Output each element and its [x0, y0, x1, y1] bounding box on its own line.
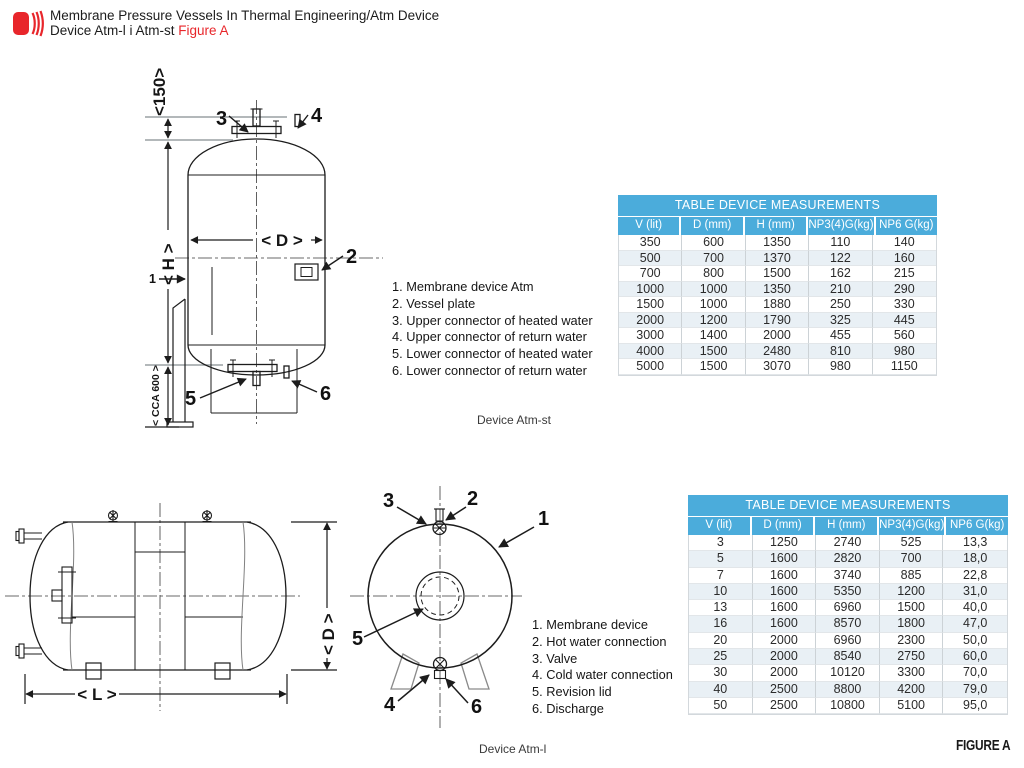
table-cell: 4200	[880, 682, 944, 698]
table-row	[689, 584, 1007, 600]
table-cell: 10120	[816, 665, 880, 681]
table-cell: 980	[873, 344, 936, 360]
legend-horizontal	[532, 617, 673, 718]
column-header: D (mm)	[681, 217, 742, 235]
column-header: NP6 G(kg)	[946, 517, 1008, 535]
dim-h: < H >	[159, 243, 178, 285]
table-cell: 8540	[816, 649, 880, 665]
table-cell: 1500	[619, 297, 682, 313]
table-cell: 1600	[753, 616, 817, 632]
legend-vertical	[392, 279, 593, 380]
table-cell: 6960	[816, 633, 880, 649]
table-cell: 1600	[753, 568, 817, 584]
page-title: Membrane Pressure Vessels In Thermal Engineering/Atm Device	[50, 8, 440, 23]
callout-5: 5	[352, 628, 364, 650]
table-cell: 3000	[619, 328, 682, 344]
table-row	[619, 297, 936, 313]
dim-d: < D >	[319, 613, 338, 655]
table-cell: 1880	[746, 297, 809, 313]
table-cell: 6960	[816, 600, 880, 616]
table-cell: 47,0	[943, 616, 1007, 632]
table-cell: 3070	[746, 359, 809, 375]
table-cell: 1500	[682, 359, 745, 375]
table-cell: 1800	[880, 616, 944, 632]
callout-4: 4	[311, 105, 323, 127]
callout-1: 1	[149, 272, 156, 286]
table-cell: 5	[689, 551, 753, 567]
legend-item: 5. Revision lid	[532, 684, 612, 700]
table-row	[689, 551, 1007, 567]
table-cell: 60,0	[943, 649, 1007, 665]
centerlines	[5, 503, 300, 711]
table-cell: 2000	[753, 665, 817, 681]
table-cell: 2500	[753, 682, 817, 698]
table-row	[619, 235, 936, 251]
table-cell: 2740	[816, 535, 880, 551]
table-cell: 140	[873, 235, 936, 251]
red-ripple-logo-icon	[12, 8, 44, 40]
table-cell: 1150	[873, 359, 936, 375]
table-cell: 1350	[746, 282, 809, 298]
table-cell: 2480	[746, 344, 809, 360]
table-cell: 4000	[619, 344, 682, 360]
table-cell: 40	[689, 682, 753, 698]
callout-4: 4	[384, 694, 396, 716]
figure-ref: Figure A	[178, 23, 229, 38]
column-header: H (mm)	[745, 217, 806, 235]
callout-6: 6	[471, 696, 483, 718]
table-cell: 5350	[816, 584, 880, 600]
table-cell: 10800	[816, 698, 880, 714]
table-cell: 1500	[682, 344, 745, 360]
tank-outline	[30, 522, 286, 679]
table-cell: 330	[873, 297, 936, 313]
table-title: TABLE DEVICE MEASUREMENTS	[688, 495, 1008, 516]
column-header: V (lit)	[688, 517, 750, 535]
table-body	[688, 535, 1008, 715]
table-cell: 800	[682, 266, 745, 282]
caption-vertical-device: Device Atm-st	[477, 413, 552, 427]
table-cell: 700	[880, 551, 944, 567]
table-cell: 160	[873, 251, 936, 267]
table-cell: 25	[689, 649, 753, 665]
legend-item: 4. Upper connector of return water	[392, 329, 587, 345]
table-cell: 79,0	[943, 682, 1007, 698]
column-header: V (lit)	[618, 217, 679, 235]
table-header-row	[688, 517, 1008, 535]
table-cell: 95,0	[943, 698, 1007, 714]
legend-item: 5. Lower connector of heated water	[392, 346, 593, 362]
table-cell: 50,0	[943, 633, 1007, 649]
measurements-table-vertical	[618, 195, 937, 376]
table-cell: 18,0	[943, 551, 1007, 567]
table-cell: 455	[809, 328, 872, 344]
legend-item: 1. Membrane device Atm	[392, 279, 534, 294]
column-header: NP3(4)G(kg)	[808, 217, 873, 235]
legend-item: 6. Discharge	[532, 700, 604, 716]
table-cell: 2820	[816, 551, 880, 567]
table-cell: 110	[809, 235, 872, 251]
table-row	[619, 328, 936, 344]
table-cell: 525	[880, 535, 944, 551]
table-cell: 3300	[880, 665, 944, 681]
table-cell: 1350	[746, 235, 809, 251]
caption-horizontal-device: Device Atm-l	[479, 742, 547, 756]
table-cell: 7	[689, 568, 753, 584]
table-cell: 2750	[880, 649, 944, 665]
table-cell: 13	[689, 600, 753, 616]
table-cell: 980	[809, 359, 872, 375]
callout-3: 3	[216, 108, 228, 130]
table-cell: 30	[689, 665, 753, 681]
table-cell: 290	[873, 282, 936, 298]
table-cell: 325	[809, 313, 872, 329]
table-cell: 1500	[746, 266, 809, 282]
table-cell: 122	[809, 251, 872, 267]
dim-d: < D >	[261, 231, 303, 250]
table-cell: 700	[619, 266, 682, 282]
table-cell: 13,3	[943, 535, 1007, 551]
table-cell: 50	[689, 698, 753, 714]
table-cell: 250	[809, 297, 872, 313]
table-row	[689, 600, 1007, 616]
callout-1: 1	[538, 508, 550, 530]
horizontal-vessel-diagram	[5, 498, 350, 716]
table-cell: 1370	[746, 251, 809, 267]
table-cell: 10	[689, 584, 753, 600]
table-cell: 445	[873, 313, 936, 329]
table-row	[689, 535, 1007, 551]
table-cell: 1600	[753, 600, 817, 616]
table-row	[689, 682, 1007, 698]
callout-3: 3	[383, 490, 395, 512]
column-header: H (mm)	[815, 517, 877, 535]
legend-item: 4. Cold water connection	[532, 667, 673, 683]
table-cell: 885	[880, 568, 944, 584]
table-cell: 2500	[753, 698, 817, 714]
table-cell: 8800	[816, 682, 880, 698]
table-row	[689, 616, 1007, 632]
column-header: D (mm)	[752, 517, 814, 535]
column-header: NP3(4)G(kg)	[879, 517, 944, 535]
table-cell: 1200	[880, 584, 944, 600]
column-header: NP6 G(kg)	[876, 217, 937, 235]
table-cell: 20	[689, 633, 753, 649]
table-cell: 16	[689, 616, 753, 632]
table-cell: 2000	[746, 328, 809, 344]
table-cell: 1600	[753, 584, 817, 600]
vertical-vessel-diagram	[115, 52, 415, 442]
table-row	[689, 568, 1007, 584]
table-row	[619, 282, 936, 298]
table-row	[619, 313, 936, 329]
callout-arrows	[364, 507, 534, 703]
table-cell: 3740	[816, 568, 880, 584]
dim-cca600: < CCA 600 >	[150, 365, 162, 426]
callout-arrows	[159, 115, 343, 398]
callout-2: 2	[346, 246, 358, 268]
table-row	[619, 344, 936, 360]
legend-item: 1. Membrane device	[532, 617, 648, 632]
table-row	[689, 698, 1007, 714]
table-title: TABLE DEVICE MEASUREMENTS	[618, 195, 937, 216]
page-header	[12, 8, 439, 40]
table-cell: 8570	[816, 616, 880, 632]
measurements-table-horizontal	[688, 495, 1008, 715]
table-cell: 210	[809, 282, 872, 298]
table-cell: 1790	[746, 313, 809, 329]
callout-2: 2	[467, 488, 479, 510]
table-row	[619, 266, 936, 282]
page-subtitle: Device Atm-l i Atm-st Figure A	[50, 23, 229, 38]
table-cell: 1400	[682, 328, 745, 344]
table-cell: 162	[809, 266, 872, 282]
legend-item: 2. Hot water connection	[532, 633, 667, 649]
table-cell: 22,8	[943, 568, 1007, 584]
table-cell: 350	[619, 235, 682, 251]
table-cell: 1000	[682, 297, 745, 313]
dim-l: < L >	[77, 685, 117, 704]
table-cell: 5000	[619, 359, 682, 375]
table-cell: 40,0	[943, 600, 1007, 616]
table-header-row	[618, 217, 937, 235]
table-row	[619, 359, 936, 375]
callout-6: 6	[320, 383, 332, 405]
table-cell: 5100	[880, 698, 944, 714]
table-cell: 3	[689, 535, 753, 551]
table-cell: 1250	[753, 535, 817, 551]
legend-item: 2. Vessel plate	[392, 295, 476, 311]
table-row	[689, 665, 1007, 681]
table-cell: 215	[873, 266, 936, 282]
dim-l-line	[25, 674, 287, 704]
figure-label: FIGURE A	[955, 738, 1010, 754]
table-cell: 1000	[682, 282, 745, 298]
table-cell: 1000	[619, 282, 682, 298]
table-cell: 1500	[880, 600, 944, 616]
table-cell: 2000	[753, 649, 817, 665]
table-cell: 500	[619, 251, 682, 267]
table-cell: 560	[873, 328, 936, 344]
legend-item: 3. Upper connector of heated water	[392, 312, 593, 328]
table-cell: 1200	[682, 313, 745, 329]
legend-item: 3. Valve	[532, 650, 578, 666]
table-cell: 70,0	[943, 665, 1007, 681]
dim-150: <150>	[150, 67, 169, 116]
left-nozzles	[16, 529, 76, 658]
table-cell: 2000	[619, 313, 682, 329]
table-cell: 700	[682, 251, 745, 267]
table-cell: 600	[682, 235, 745, 251]
table-cell: 1600	[753, 551, 817, 567]
legend-item: 6. Lower connector of return water	[392, 362, 587, 378]
table-body	[618, 235, 937, 376]
table-cell: 2300	[880, 633, 944, 649]
table-cell: 31,0	[943, 584, 1007, 600]
table-row	[689, 633, 1007, 649]
table-cell: 2000	[753, 633, 817, 649]
table-cell: 810	[809, 344, 872, 360]
callout-5: 5	[185, 388, 197, 410]
table-row	[619, 251, 936, 267]
table-row	[689, 649, 1007, 665]
